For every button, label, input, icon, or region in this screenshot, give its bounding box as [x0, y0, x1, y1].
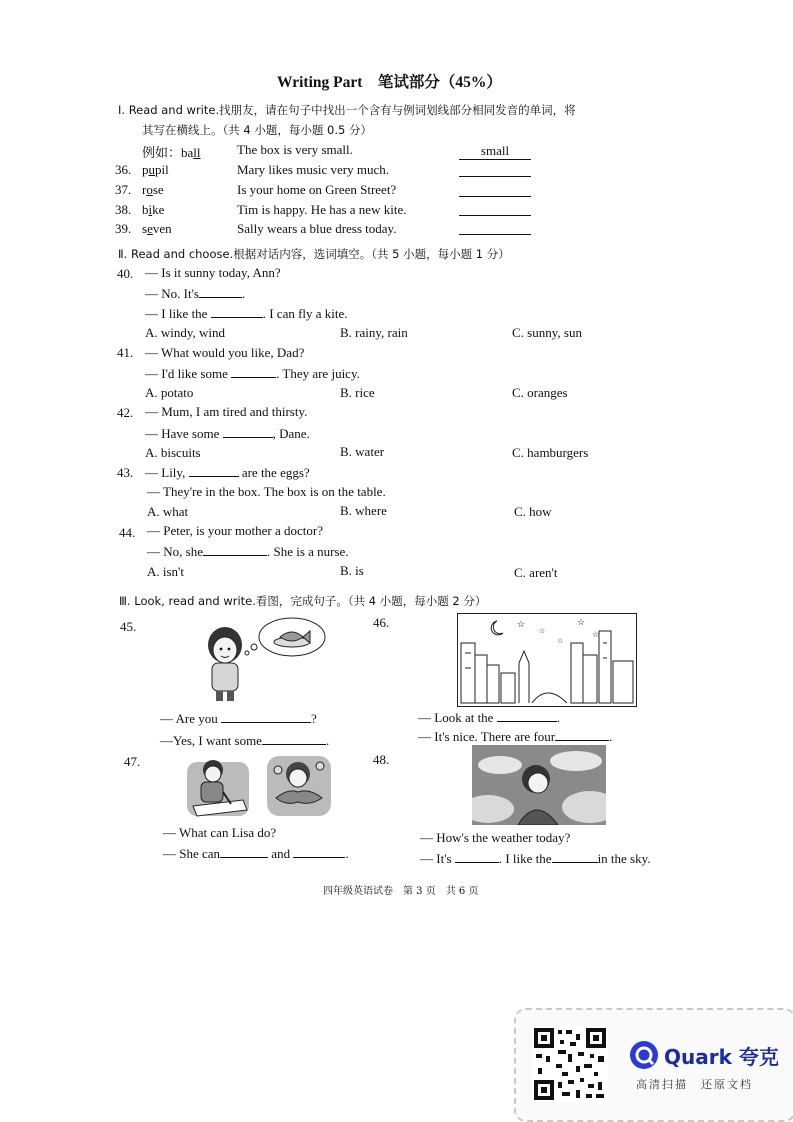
- svg-text:☆: ☆: [517, 619, 526, 629]
- q47-number: 47.: [124, 754, 141, 769]
- q46-number: 46.: [373, 615, 390, 630]
- q42-blank[interactable]: [223, 425, 273, 438]
- example-sentence: The box is very small.: [237, 142, 353, 157]
- q40-line3: — I like the . I can fly a kite.: [145, 306, 348, 321]
- example-word: ba: [181, 145, 194, 160]
- section-3-instruction: Ⅲ. Look, read and write.看图，完成句子。（共 4 小题，每小题 2 分）: [119, 594, 487, 608]
- q45-line1: — Are you ?: [160, 711, 317, 726]
- q40-option-a: A. windy, wind: [145, 325, 226, 340]
- q43-option-b: B. where: [340, 503, 387, 518]
- q46-blank-1[interactable]: [497, 709, 557, 722]
- example-answer: small: [459, 143, 531, 160]
- q42-option-a: A. biscuits: [145, 445, 201, 460]
- section-2-instruction: Ⅱ. Read and choose.根据对话内容，选词填空。（共 5 小题，每小题 1 分）: [118, 247, 510, 261]
- example-word-underlined: ll: [193, 145, 201, 160]
- q44-line2: — No, she . She is a nurse.: [147, 544, 349, 559]
- svg-text:☆: ☆: [539, 627, 546, 635]
- q44-blank[interactable]: [203, 543, 267, 556]
- q40-option-c: C. sunny, sun: [512, 325, 582, 340]
- q41-line2: — I'd like some . They are juicy.: [145, 366, 360, 381]
- q44-line1: — Peter, is your mother a doctor?: [147, 523, 324, 538]
- girl-looking-at-sky-illustration: [472, 745, 606, 825]
- item-38-sentence: Tim is happy. He has a new kite.: [237, 202, 407, 217]
- q47-blank-2[interactable]: [293, 845, 345, 858]
- item-36-answer-blank[interactable]: [459, 176, 531, 177]
- svg-text:☆: ☆: [557, 637, 564, 645]
- q40-number: 40.: [117, 266, 134, 281]
- q40-line1: — Is it sunny today, Ann?: [145, 265, 281, 280]
- q43-line2: — They're in the box. The box is on the table.: [147, 484, 386, 499]
- q41-blank[interactable]: [231, 365, 276, 378]
- item-36-word: pupil: [142, 162, 169, 177]
- q42-line2: — Have some , Dane.: [145, 426, 310, 441]
- q41-option-a: A. potato: [145, 385, 194, 400]
- q43-line1: — Lily, are the eggs?: [145, 465, 310, 480]
- q43-number: 43.: [117, 465, 134, 480]
- q48-line1: — How's the weather today?: [420, 830, 571, 845]
- q46-blank-2[interactable]: [555, 728, 609, 741]
- item-38-number: 38.: [115, 202, 132, 217]
- q43-option-c: C. how: [514, 504, 552, 519]
- qr-code-icon: [532, 1026, 608, 1102]
- item-37-sentence: Is your home on Green Street?: [237, 182, 397, 197]
- section-1-instruction: Ⅰ. Read and write.找朋友，请在句子中找出一个含有与例词划线部分相同发音的单词，将: [118, 103, 576, 117]
- item-37-word: rose: [142, 182, 164, 197]
- q41-option-b: B. rice: [340, 385, 375, 400]
- q41-number: 41.: [117, 345, 134, 360]
- page-title: Writing Part 笔试部分（45%）: [277, 74, 502, 91]
- city-night-skyline-illustration: [457, 613, 637, 707]
- quark-tagline: 高清扫描 还原文档: [636, 1078, 753, 1091]
- q42-line1: — Mum, I am tired and thirsty.: [145, 404, 308, 419]
- q41-option-c: C. oranges: [512, 385, 568, 400]
- girl-drawing-illustration: [183, 748, 253, 820]
- q41-line1: — What would you like, Dad?: [145, 345, 305, 360]
- quark-brand-name: Quark 夸克: [664, 1045, 779, 1069]
- q47-line1: — What can Lisa do?: [163, 825, 277, 840]
- example-label: 例如：: [142, 145, 182, 160]
- quark-watermark: [514, 1008, 793, 1122]
- q44-number: 44.: [119, 525, 136, 540]
- example-row: [142, 142, 201, 161]
- girl-swimming-illustration: [264, 748, 334, 820]
- q42-number: 42.: [117, 405, 134, 420]
- girl-thinking-of-fish-illustration: [197, 615, 327, 705]
- q48-blank-2[interactable]: [552, 850, 598, 863]
- q48-blank-1[interactable]: [455, 850, 499, 863]
- q48-line2: — It's . I like the in the sky.: [420, 851, 651, 866]
- q45-blank-2[interactable]: [262, 732, 326, 745]
- q45-line2: —Yes, I want some .: [160, 733, 330, 748]
- q46-line1: — Look at the .: [418, 710, 560, 725]
- q48-number: 48.: [373, 752, 390, 767]
- q40-blank-2[interactable]: [211, 305, 263, 318]
- item-38-word: bike: [142, 202, 165, 217]
- q44-option-b: B. is: [340, 563, 364, 578]
- item-39-answer-blank[interactable]: [459, 234, 531, 235]
- page-footer: 四年级英语试卷 第 3 页 共 6 页: [323, 886, 479, 897]
- item-36-sentence: Mary likes music very much.: [237, 162, 389, 177]
- q44-option-a: A. isn't: [147, 564, 185, 579]
- quark-logo-icon: [629, 1040, 659, 1070]
- q43-blank[interactable]: [189, 464, 239, 477]
- item-39-sentence: Sally wears a blue dress today.: [237, 221, 397, 236]
- q40-option-b: B. rainy, rain: [340, 325, 408, 340]
- svg-text:☆: ☆: [592, 630, 600, 639]
- q46-line2: — It's nice. There are four .: [418, 729, 613, 744]
- q45-blank-1[interactable]: [221, 710, 311, 723]
- q47-blank-1[interactable]: [220, 845, 268, 858]
- svg-text:☆: ☆: [577, 617, 586, 627]
- q40-line2: — No. It's .: [145, 286, 246, 301]
- item-39-word: seven: [142, 221, 172, 236]
- item-37-answer-blank[interactable]: [459, 196, 531, 197]
- item-37-number: 37.: [115, 182, 132, 197]
- q44-option-c: C. aren't: [514, 565, 558, 580]
- q43-option-a: A. what: [147, 504, 189, 519]
- item-36-number: 36.: [115, 162, 132, 177]
- section-1-instruction-cont: 其写在横线上。（共 4 小题，每小题 0.5 分）: [142, 123, 372, 137]
- q40-blank-1[interactable]: [199, 285, 242, 298]
- item-39-number: 39.: [115, 221, 132, 236]
- q45-number: 45.: [120, 619, 137, 634]
- q42-option-c: C. hamburgers: [512, 445, 589, 460]
- q42-option-b: B. water: [340, 444, 385, 459]
- item-38-answer-blank[interactable]: [459, 215, 531, 216]
- q47-line2: — She can and .: [163, 846, 349, 861]
